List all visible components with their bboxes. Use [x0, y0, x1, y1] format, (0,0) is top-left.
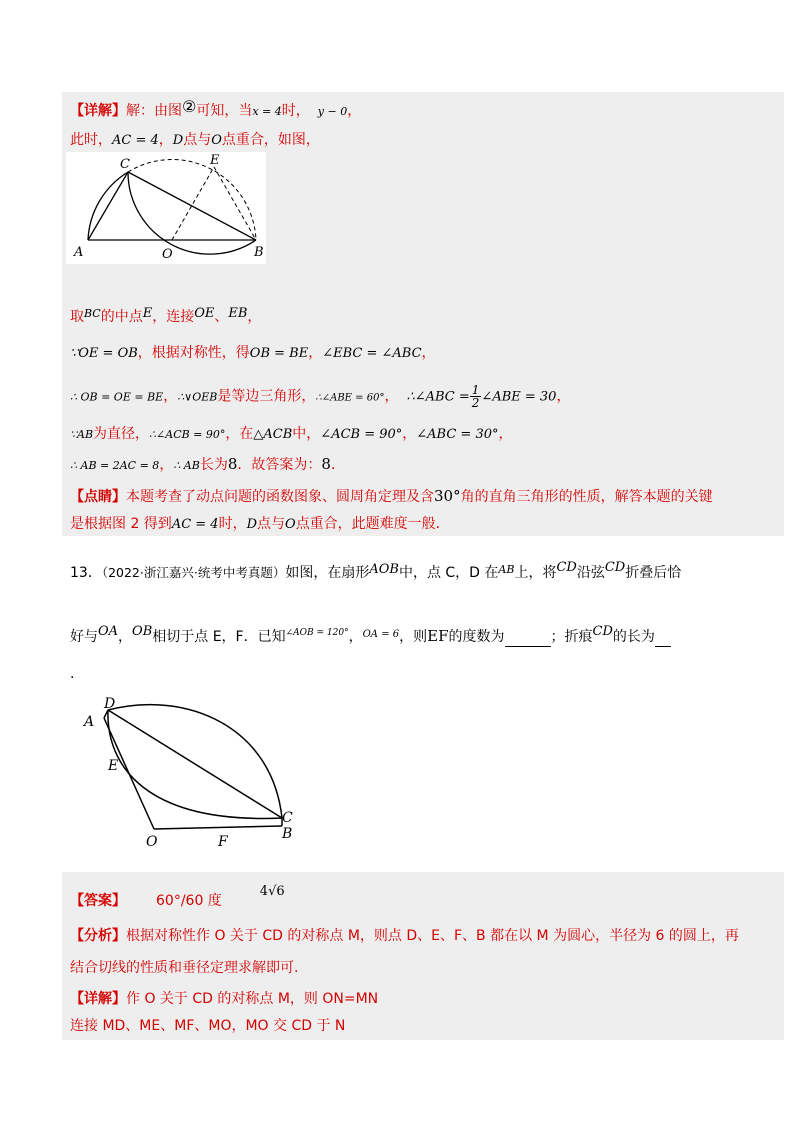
question-13-line-2: 好与OA，OB相切于点 E，F．已知$^{\angle AOB = 120^\circ}$，$^{OA = 6}$，则EF的度数为 ；折痕CD的长为: [70, 622, 671, 647]
answer-tag: 【答案】: [70, 893, 126, 909]
detail-line-1: 【详解】作 O 关于 CD 的对称点 M，则 ON=MN: [70, 991, 379, 1007]
label-B: B: [282, 826, 293, 842]
label-O: O: [162, 247, 173, 262]
question-13-line-3: .: [70, 666, 75, 682]
analysis-tag: 【分析】: [70, 928, 126, 944]
detail-tag: 【详解】: [70, 103, 126, 119]
question-number: 13．: [70, 565, 102, 581]
label-E: E: [108, 758, 119, 774]
solution-line-5: ∴ OB = OE = BE，∴∨OEB是等边三角形，∴∠ABE = 60°， ∴∠ABC = $\frac{1}{2}$ ∠ABE = 30，: [70, 383, 571, 410]
label-O: O: [146, 834, 158, 850]
radius-OB: [154, 826, 282, 829]
label-D: D: [104, 696, 116, 712]
answer-blank-length[interactable]: [655, 632, 671, 647]
answer-blank-degree[interactable]: [505, 632, 551, 647]
analysis-line-1: 【分析】根据对称性作 O 关于 CD 的对称点 M，则点 D、E、F、B 都在以 M 为圆心，半径为 6 的圆上，再: [70, 928, 739, 944]
answer-value-2: 4√6: [259, 884, 285, 899]
figure-2-sector: [76, 696, 308, 852]
detail-line-2: 连接 MD、ME、MF、MO，MO 交 CD 于 N: [70, 1018, 346, 1034]
solution-line-1: 【详解】解：由图②可知，当x = 4时， y − 0，: [70, 97, 362, 119]
label-A: A: [84, 714, 95, 730]
label-C: C: [120, 157, 130, 172]
answer-value-1: 60°/60 度: [156, 893, 222, 909]
label-B: B: [254, 245, 264, 260]
solution-line-6: ∵AB为直径，∴∠ACB = 90°，在△ACB中，∠ACB = 90°，∠ABC = 30°，: [70, 426, 513, 442]
analysis-line-2: 结合切线的性质和垂径定理求解即可.: [70, 960, 299, 976]
circled-two: ②: [182, 97, 197, 116]
fraction-one-half: $\frac{1}{2}$: [471, 383, 480, 410]
solution-line-4: ∵OE = OB，根据对称性，得OB = BE，∠EBC = ∠ABC，: [70, 345, 436, 361]
figure-1-semicircle: [66, 152, 266, 264]
label-F: F: [218, 834, 228, 850]
detail-tag-2: 【详解】: [70, 991, 126, 1007]
label-A: A: [74, 245, 84, 260]
solution-line-2: 此时，AC = 4，D点与O点重合，如图，: [70, 132, 320, 148]
solution-line-9: 是根据图 2 得到AC = 4时，D点与O点重合，此题难度一般．: [70, 516, 450, 532]
answer-line: [70, 882, 285, 911]
remark-tag: 【点睛】: [70, 489, 126, 505]
question-13-line-1: 13．（2022·浙江嘉兴·统考中考真题）如图，在扇形AOB中，点 C，D 在$^{AB}$上，将CD沿弦CD折叠后恰: [70, 560, 682, 581]
label-E: E: [210, 153, 220, 168]
chord-DC: [108, 710, 282, 818]
solution-line-7: ∴ AB = 2AC = 8，∴ AB长为8．故答案为：8．: [70, 455, 345, 473]
question-source: （2022·浙江嘉兴·统考中考真题）: [101, 565, 286, 580]
solution-line-3: 取$^{BC}$的中点E，连接OE、EB，: [70, 306, 262, 325]
label-C: C: [282, 810, 293, 826]
solution-line-8: 【点睛】本题考查了动点问题的函数图象、圆周角定理及含30°角的直角三角形的性质，解答本题的关键: [70, 487, 713, 505]
